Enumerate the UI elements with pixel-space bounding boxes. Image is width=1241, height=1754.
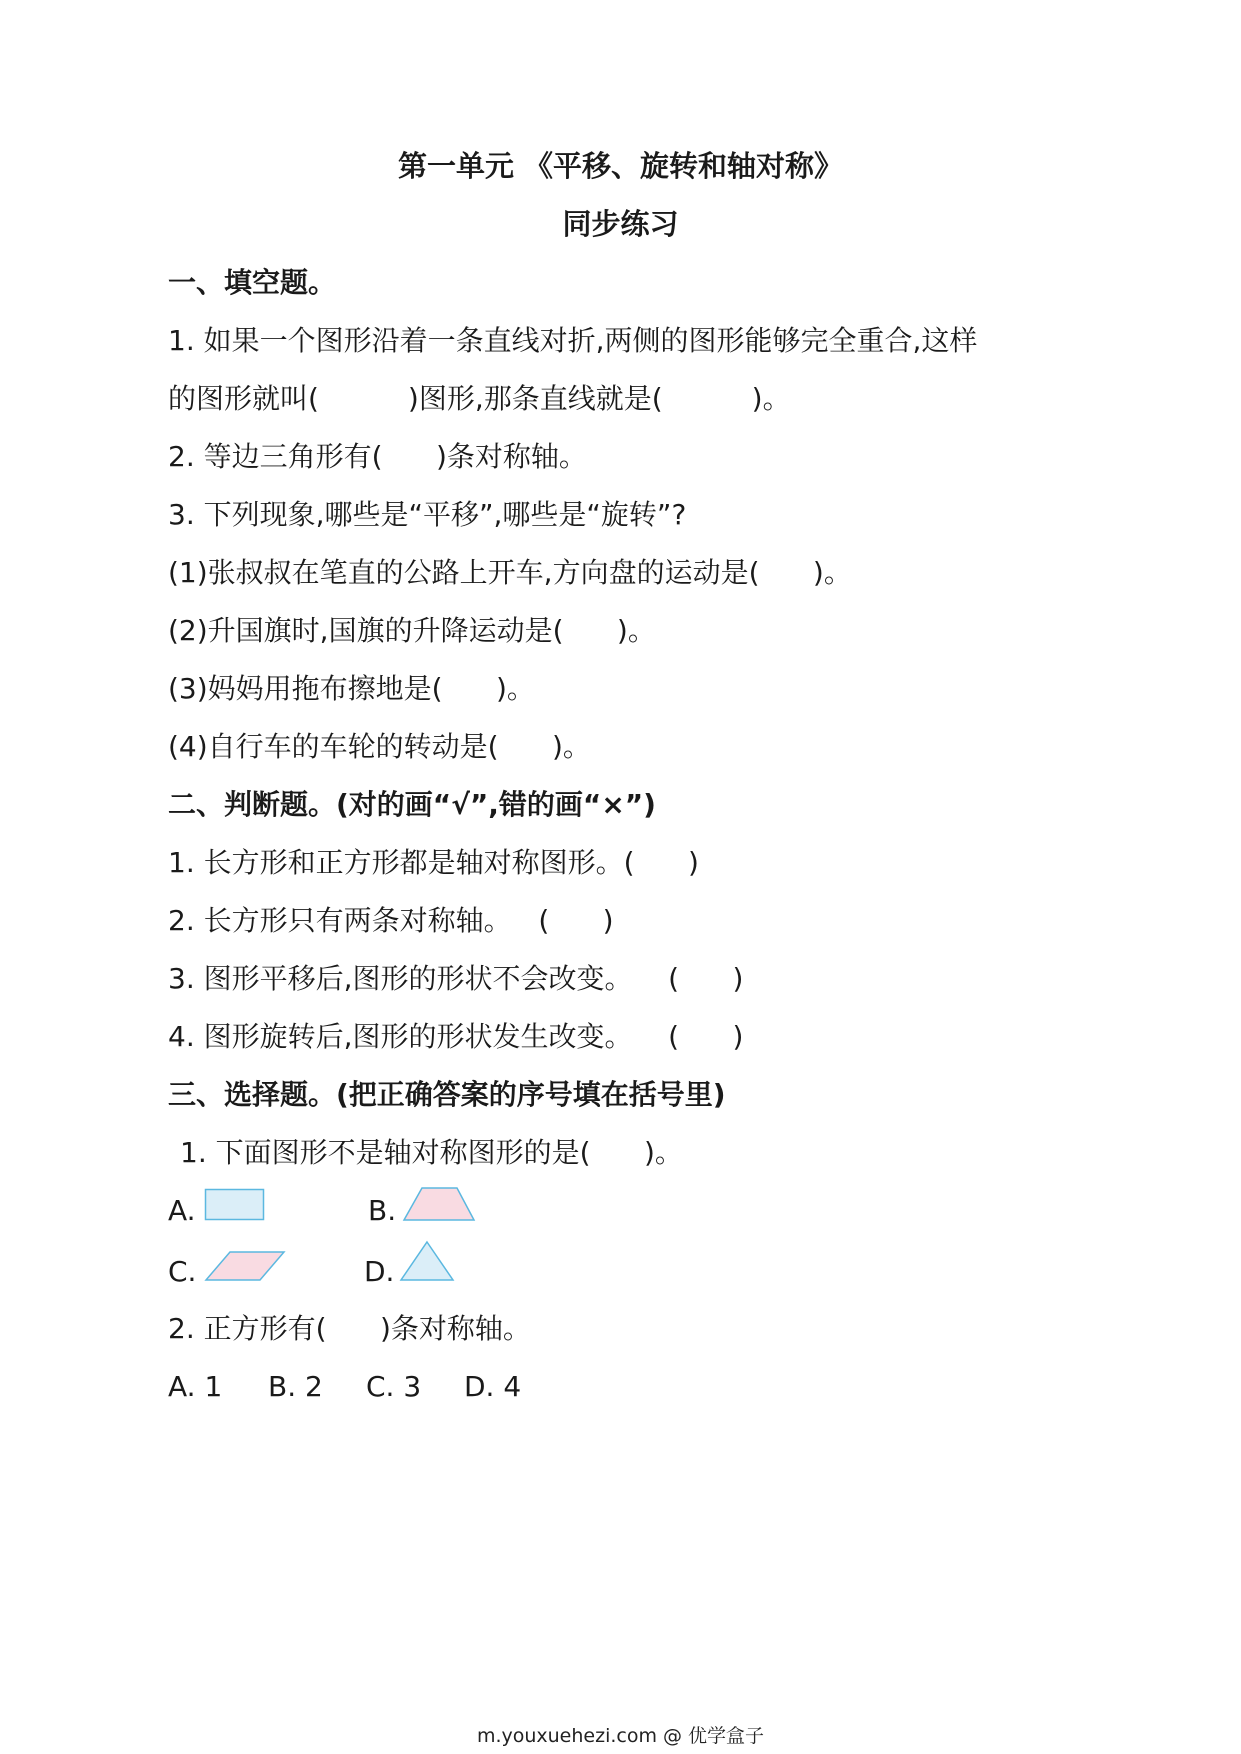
judgement-4: 4. 图形旋转后,图形的形状发生改变。 ( ) <box>168 1020 744 1053</box>
judgement-1: 1. 长方形和正方形都是轴对称图形。( ) <box>168 846 699 879</box>
section-choice-heading: 三、选择题。(把正确答案的序号填在括号里) <box>168 1078 726 1111</box>
choice-2-option-c: C. 3 <box>366 1370 422 1403</box>
parallelogram-shape <box>204 1250 286 1282</box>
choice-2-option-a: A. 1 <box>168 1370 223 1403</box>
page-title: 第一单元 《平移、旋转和轴对称》 <box>397 149 844 183</box>
trapezoid-shape <box>402 1186 476 1222</box>
rectangle-shape <box>204 1188 266 1222</box>
question-1-line-2: 的图形就叫( )图形,那条直线就是( )。 <box>168 382 791 415</box>
judgement-3: 3. 图形平移后,图形的形状不会改变。 ( ) <box>168 962 744 995</box>
option-c-label: C. <box>168 1255 197 1288</box>
judgement-2: 2. 长方形只有两条对称轴。 ( ) <box>168 904 614 937</box>
question-2: 2. 等边三角形有( )条对称轴。 <box>168 440 587 473</box>
page-subtitle: 同步练习 <box>562 207 679 241</box>
question-1-line-1: 1. 如果一个图形沿着一条直线对折,两侧的图形能够完全重合,这样 <box>168 324 978 357</box>
option-b-label: B. <box>368 1194 397 1227</box>
triangle-figure <box>401 1242 453 1280</box>
question-3-4: (4)自行车的车轮的转动是( )。 <box>168 730 591 763</box>
option-d-label: D. <box>364 1255 395 1288</box>
section-judgement-heading: 二、判断题。(对的画“√”,错的画“×”) <box>168 788 656 821</box>
parallelogram-figure <box>206 1252 284 1280</box>
question-3: 3. 下列现象,哪些是“平移”,哪些是“旋转”? <box>168 498 687 531</box>
triangle-shape <box>399 1240 455 1282</box>
rectangle-figure <box>206 1190 264 1220</box>
option-a-label: A. <box>168 1194 196 1227</box>
section-fill-blank-heading: 一、填空题。 <box>168 266 337 299</box>
choice-2-option-d: D. 4 <box>464 1370 522 1403</box>
question-3-3: (3)妈妈用拖布擦地是( )。 <box>168 672 535 705</box>
question-3-2: (2)升国旗时,国旗的升降运动是( )。 <box>168 614 656 647</box>
question-3-1: (1)张叔叔在笔直的公路上开车,方向盘的运动是( )。 <box>168 556 852 589</box>
choice-2: 2. 正方形有( )条对称轴。 <box>168 1312 531 1345</box>
footer-watermark: m.youxuehezi.com @ 优学盒子 <box>476 1725 765 1747</box>
trapezoid-figure <box>404 1188 474 1220</box>
choice-1: 1. 下面图形不是轴对称图形的是( )。 <box>180 1136 683 1169</box>
choice-2-option-b: B. 2 <box>268 1370 323 1403</box>
